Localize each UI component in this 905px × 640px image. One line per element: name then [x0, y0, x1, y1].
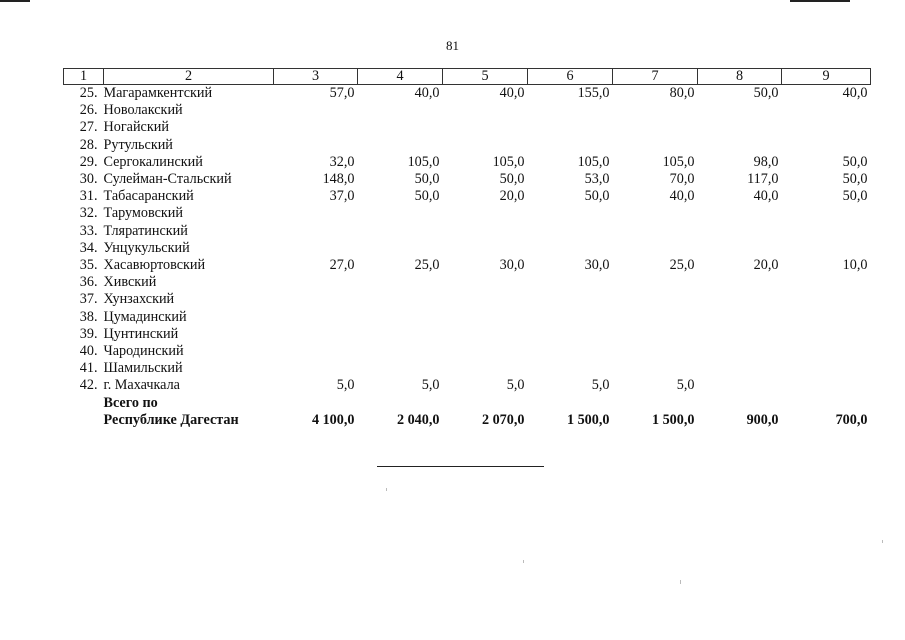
- value-cell: [698, 343, 782, 360]
- value-cell: [528, 119, 613, 136]
- table-row: [64, 137, 871, 154]
- value-cell: 50,0: [414, 188, 440, 205]
- value-cell: [698, 309, 782, 326]
- total-value-cell: 900,0: [746, 411, 779, 428]
- value-cell: [443, 326, 528, 343]
- value-cell: [528, 309, 613, 326]
- empty-cell: [613, 395, 698, 412]
- value-cell: [443, 119, 528, 136]
- total-row-label: [64, 395, 871, 412]
- value-cell: [528, 274, 613, 291]
- row-number: 41.: [79, 360, 98, 377]
- scan-speck: [523, 560, 524, 563]
- value-cell: [528, 102, 613, 119]
- value-cell: [358, 205, 443, 222]
- value-cell: 40,0: [669, 188, 695, 205]
- column-header: 2: [104, 69, 274, 85]
- value-cell: [782, 274, 871, 291]
- value-cell: [358, 137, 443, 154]
- value-cell: 80,0: [669, 85, 695, 101]
- value-cell: 50,0: [584, 188, 610, 205]
- value-cell: [613, 360, 698, 377]
- value-cell: 20,0: [499, 188, 525, 205]
- district-name: Цумадинский: [103, 308, 187, 325]
- value-cell: [698, 326, 782, 343]
- value-cell: 50,0: [842, 153, 868, 170]
- table-row: [64, 274, 871, 291]
- value-cell: [358, 291, 443, 308]
- table-row: [64, 257, 871, 274]
- value-cell: [274, 360, 358, 377]
- total-row-number: [64, 412, 104, 429]
- value-cell: 40,0: [753, 188, 779, 205]
- total-row-number: [64, 395, 104, 412]
- district-name: Тарумовский: [103, 205, 183, 222]
- value-cell: 155,0: [577, 85, 610, 101]
- value-cell: [782, 326, 871, 343]
- value-cell: 117,0: [747, 171, 779, 188]
- value-cell: [528, 326, 613, 343]
- district-name: Цунтинский: [103, 325, 179, 342]
- value-cell: 50,0: [842, 188, 868, 205]
- table-row: [64, 154, 871, 171]
- value-cell: 20,0: [753, 257, 779, 274]
- value-cell: [358, 326, 443, 343]
- value-cell: 40,0: [499, 85, 525, 101]
- value-cell: [274, 223, 358, 240]
- row-number: 27.: [79, 119, 98, 136]
- district-table: [63, 68, 871, 429]
- value-cell: [782, 102, 871, 119]
- value-cell: 32,0: [329, 153, 355, 170]
- value-cell: [613, 326, 698, 343]
- value-cell: [782, 119, 871, 136]
- district-name: Чародинский: [103, 343, 184, 360]
- value-cell: 50,0: [414, 171, 440, 188]
- total-value-cell: 4 100,0: [311, 411, 355, 428]
- table-header-row: [64, 69, 871, 85]
- row-number: 40.: [79, 343, 98, 360]
- district-name: Ногайский: [103, 119, 169, 136]
- table-row: [64, 119, 871, 136]
- row-number: 28.: [79, 136, 98, 153]
- column-header: 7: [613, 69, 698, 85]
- value-cell: [443, 102, 528, 119]
- value-cell: 5,0: [421, 377, 440, 394]
- value-cell: 53,0: [584, 171, 610, 188]
- value-cell: [443, 360, 528, 377]
- value-cell: 5,0: [591, 377, 610, 394]
- empty-cell: [443, 395, 528, 412]
- value-cell: [358, 309, 443, 326]
- value-cell: [613, 240, 698, 257]
- value-cell: [782, 309, 871, 326]
- row-number: 36.: [79, 274, 98, 291]
- district-name: Табасаранский: [103, 188, 194, 205]
- table-row: [64, 188, 871, 205]
- value-cell: [698, 137, 782, 154]
- value-cell: [698, 119, 782, 136]
- value-cell: 40,0: [414, 85, 440, 101]
- row-number: 37.: [79, 291, 98, 308]
- column-header: 9: [782, 69, 871, 85]
- value-cell: 30,0: [584, 257, 610, 274]
- column-header: 5: [443, 69, 528, 85]
- district-name: Рутульский: [103, 136, 173, 153]
- value-cell: 98,0: [753, 153, 779, 170]
- table-row: [64, 377, 871, 394]
- total-value-cell: 1 500,0: [566, 411, 610, 428]
- total-value-cell: 2 070,0: [481, 411, 525, 428]
- district-name: Шамильский: [103, 360, 183, 377]
- district-name: г. Махачкала: [103, 377, 180, 394]
- row-number: 38.: [79, 308, 98, 325]
- empty-cell: [274, 395, 358, 412]
- scan-edge-top-right: [790, 0, 850, 2]
- table-row: [64, 343, 871, 360]
- value-cell: [443, 137, 528, 154]
- end-rule: [377, 466, 544, 467]
- value-cell: [274, 102, 358, 119]
- table-row: [64, 291, 871, 308]
- value-cell: 105,0: [492, 153, 525, 170]
- district-name: Хасавюртовский: [103, 257, 206, 274]
- row-number: 26.: [79, 102, 98, 119]
- value-cell: [698, 360, 782, 377]
- row-number: 35.: [79, 257, 98, 274]
- value-cell: [698, 102, 782, 119]
- value-cell: [443, 223, 528, 240]
- value-cell: [443, 205, 528, 222]
- value-cell: 105,0: [577, 153, 610, 170]
- value-cell: [274, 343, 358, 360]
- district-name: Сулейман-Стальский: [103, 171, 232, 188]
- scan-speck: [882, 540, 883, 543]
- empty-cell: [782, 395, 871, 412]
- value-cell: [613, 343, 698, 360]
- value-cell: 57,0: [329, 85, 355, 101]
- value-cell: [782, 291, 871, 308]
- value-cell: [274, 274, 358, 291]
- column-header: 3: [274, 69, 358, 85]
- value-cell: [358, 274, 443, 291]
- total-value-cell: 2 040,0: [396, 411, 440, 428]
- value-cell: 5,0: [676, 377, 695, 394]
- value-cell: [613, 137, 698, 154]
- row-number: 32.: [79, 205, 98, 222]
- row-number: 34.: [79, 239, 98, 256]
- value-cell: 105,0: [662, 153, 695, 170]
- value-cell: [274, 137, 358, 154]
- table-row: [64, 326, 871, 343]
- value-cell: [528, 360, 613, 377]
- row-number: 31.: [79, 188, 98, 205]
- value-cell: 50,0: [753, 85, 779, 101]
- value-cell: [528, 343, 613, 360]
- value-cell: 27,0: [329, 257, 355, 274]
- value-cell: [528, 137, 613, 154]
- value-cell: [782, 137, 871, 154]
- table-row: [64, 223, 871, 240]
- value-cell: 40,0: [842, 85, 868, 101]
- value-cell: [358, 102, 443, 119]
- value-cell: [358, 223, 443, 240]
- value-cell: [528, 291, 613, 308]
- value-cell: [358, 240, 443, 257]
- scan-edge-top-left: [0, 0, 30, 2]
- value-cell: [698, 377, 782, 394]
- value-cell: [443, 240, 528, 257]
- value-cell: [613, 309, 698, 326]
- value-cell: [613, 223, 698, 240]
- value-cell: 5,0: [506, 377, 525, 394]
- value-cell: [698, 240, 782, 257]
- table-row: [64, 171, 871, 188]
- value-cell: [528, 205, 613, 222]
- row-number: 33.: [79, 222, 98, 239]
- total-label-line2: Республике Дагестан: [103, 411, 239, 428]
- district-name: Хивский: [103, 274, 157, 291]
- value-cell: [613, 102, 698, 119]
- value-cell: 50,0: [842, 171, 868, 188]
- district-name: Хунзахский: [103, 291, 175, 308]
- value-cell: [782, 205, 871, 222]
- value-cell: [274, 326, 358, 343]
- value-cell: [613, 274, 698, 291]
- value-cell: [613, 119, 698, 136]
- value-cell: [782, 360, 871, 377]
- scan-speck: [680, 580, 681, 584]
- value-cell: 25,0: [669, 257, 695, 274]
- total-row: [64, 412, 871, 429]
- column-header: 4: [358, 69, 443, 85]
- value-cell: [358, 119, 443, 136]
- value-cell: [274, 309, 358, 326]
- value-cell: [782, 377, 871, 394]
- table-row: [64, 205, 871, 222]
- table-row: [64, 240, 871, 257]
- value-cell: [782, 343, 871, 360]
- value-cell: [698, 291, 782, 308]
- value-cell: [613, 205, 698, 222]
- value-cell: [443, 291, 528, 308]
- value-cell: [698, 223, 782, 240]
- value-cell: [358, 343, 443, 360]
- value-cell: [528, 240, 613, 257]
- value-cell: 70,0: [669, 171, 695, 188]
- value-cell: [443, 309, 528, 326]
- total-label-line1: Всего по: [103, 394, 158, 411]
- table-row: [64, 102, 871, 119]
- value-cell: [358, 360, 443, 377]
- row-number: 39.: [79, 325, 98, 342]
- value-cell: 105,0: [407, 153, 440, 170]
- scan-speck: [386, 488, 387, 491]
- district-name: Сергокалинский: [103, 153, 203, 170]
- value-cell: 148,0: [322, 171, 355, 188]
- empty-cell: [358, 395, 443, 412]
- value-cell: [698, 274, 782, 291]
- value-cell: [274, 291, 358, 308]
- total-value-cell: 1 500,0: [651, 411, 695, 428]
- empty-cell: [528, 395, 613, 412]
- table-row: [64, 309, 871, 326]
- total-value-cell: 700,0: [835, 411, 868, 428]
- value-cell: 25,0: [414, 257, 440, 274]
- value-cell: [528, 223, 613, 240]
- value-cell: 5,0: [336, 377, 355, 394]
- value-cell: [782, 240, 871, 257]
- column-header: 6: [528, 69, 613, 85]
- value-cell: [698, 205, 782, 222]
- district-name: Тляратинский: [103, 222, 188, 239]
- district-name: Новолакский: [103, 102, 183, 119]
- value-cell: [613, 291, 698, 308]
- row-number: 42.: [79, 377, 98, 394]
- value-cell: [274, 119, 358, 136]
- value-cell: [443, 274, 528, 291]
- value-cell: 50,0: [499, 171, 525, 188]
- value-cell: [274, 205, 358, 222]
- value-cell: [274, 240, 358, 257]
- table-row: [64, 85, 871, 103]
- district-name: Унцукульский: [103, 239, 190, 256]
- row-number: 29.: [79, 153, 98, 170]
- value-cell: 30,0: [499, 257, 525, 274]
- table-body: [64, 85, 871, 430]
- value-cell: 10,0: [842, 257, 868, 274]
- empty-cell: [698, 395, 782, 412]
- value-cell: 37,0: [329, 188, 355, 205]
- value-cell: [782, 223, 871, 240]
- column-header: 1: [64, 69, 104, 85]
- column-header: 8: [698, 69, 782, 85]
- row-number: 25.: [79, 85, 98, 101]
- page-number: 81: [446, 38, 459, 53]
- value-cell: [443, 343, 528, 360]
- row-number: 30.: [79, 171, 98, 188]
- table-row: [64, 360, 871, 377]
- district-name: Магарамкентский: [103, 85, 213, 101]
